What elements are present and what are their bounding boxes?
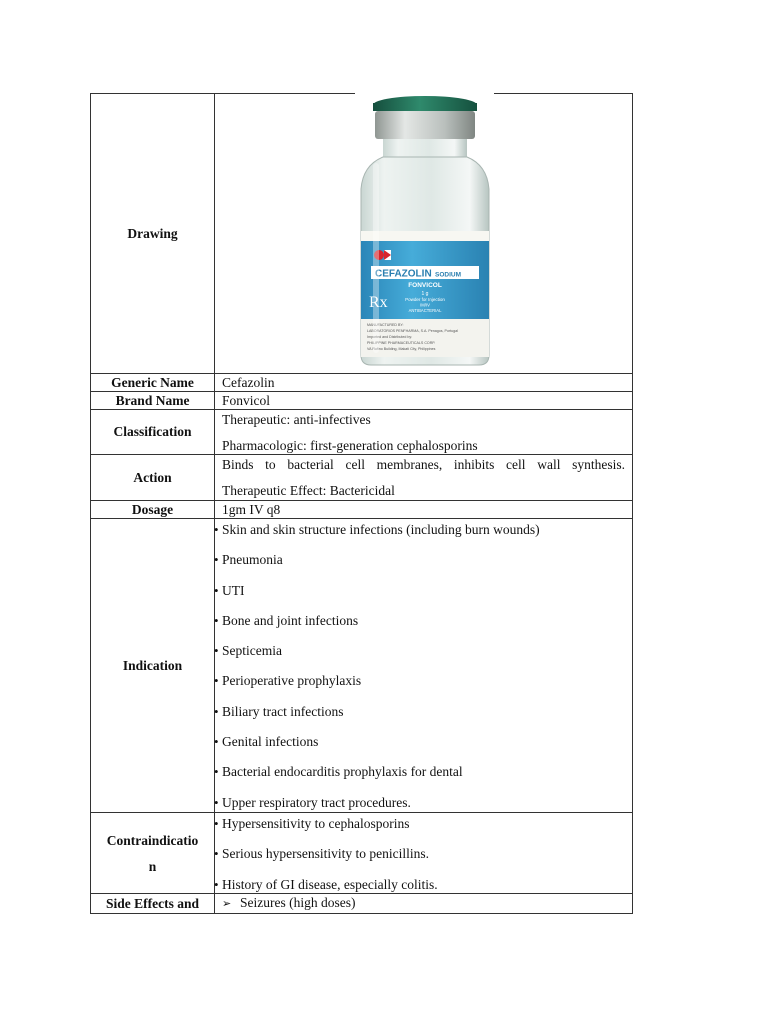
vial-strength: 1 g — [421, 291, 429, 297]
label-brand-name: Brand Name — [91, 392, 215, 410]
indication-item: • Pneumonia — [222, 551, 625, 568]
drug-study-table — [90, 93, 633, 914]
side-effect-item: Seizures (high doses) — [240, 895, 356, 910]
label-indication: Indication — [91, 519, 215, 813]
contraindication-item: • Serious hypersensitivity to penicillins. — [222, 845, 625, 862]
pharmacologic-class: Pharmacologic: first-generation cephalosporins — [222, 437, 478, 453]
indication-item: • Perioperative prophylaxis — [222, 672, 625, 689]
row-drawing — [91, 94, 633, 374]
contraindication-item: • Hypersensitivity to cephalosporins — [222, 815, 625, 832]
indication-item: • Upper respiratory tract procedures. — [222, 794, 625, 811]
row-action — [91, 455, 633, 501]
label-classification: Classification — [91, 410, 215, 455]
indication-item: • Bone and joint infections — [222, 612, 625, 629]
vial-manufacturer-line: LABORATORIOS PENFHARMA, S.A. Penagos, Portugal — [367, 329, 458, 333]
contraindication-label-line1: Contraindicatio — [106, 832, 199, 848]
vial-name-suffix: SODIUM — [435, 271, 461, 279]
row-contraindication — [91, 813, 633, 894]
row-brand-name — [91, 392, 633, 410]
vial-image — [355, 93, 494, 373]
contraindication-list — [222, 815, 625, 893]
value-dosage: 1gm IV q8 — [215, 501, 633, 519]
label-dosage: Dosage — [91, 501, 215, 519]
label-contraindication — [91, 813, 215, 894]
therapeutic-class: Therapeutic: anti-infectives — [222, 411, 371, 427]
vial-form: Powder for Injection — [405, 297, 445, 302]
row-indication — [91, 519, 633, 813]
vial-name: CEFAZOLIN — [375, 268, 432, 280]
indication-item: • UTI — [222, 582, 625, 599]
vial-manufacturer-line: VA Rufino Building, Makati City, Philippines — [367, 347, 436, 351]
value-contraindication — [215, 813, 633, 894]
cefazolin-vial-illustration — [355, 93, 494, 373]
rx-symbol: Rx — [369, 294, 388, 311]
label-drawing: Drawing — [91, 94, 215, 374]
row-dosage — [91, 501, 633, 519]
drawing-cell — [215, 94, 633, 374]
action-mechanism: Binds to bacterial cell membranes, inhibits cell wall synthesis. — [222, 457, 625, 472]
indication-item: • Septicemia — [222, 642, 625, 659]
vial-manufacturer-line: PHILIPPINE PHARMACEUTICALS CORP. — [367, 341, 436, 345]
vial-route: IM/IV — [420, 302, 430, 308]
label-side-effects: Side Effects and — [91, 894, 215, 914]
indication-item: • Biliary tract infections — [222, 703, 625, 720]
vial-manufacturer-line: Imported and Distributed by: — [367, 335, 413, 339]
label-generic-name: Generic Name — [91, 374, 215, 392]
indication-list — [222, 521, 625, 811]
vial-category: ANTIBACTERIAL — [408, 308, 442, 313]
row-generic-name — [91, 374, 633, 392]
action-effect: Therapeutic Effect: Bactericidal — [222, 483, 395, 498]
row-side-effects — [91, 894, 633, 914]
label-action: Action — [91, 455, 215, 501]
value-classification — [215, 410, 633, 455]
vial-manufacturer-line: MANUFACTURED BY: — [367, 323, 404, 327]
indication-item: • Genital infections — [222, 733, 625, 750]
value-side-effects — [215, 894, 633, 914]
value-brand-name: Fonvicol — [215, 392, 633, 410]
indication-item: • Bacterial endocarditis prophylaxis for dental — [222, 763, 625, 780]
value-action — [215, 455, 633, 501]
indication-item: • Skin and skin structure infections (including burn wounds) — [222, 521, 625, 538]
row-classification — [91, 410, 633, 455]
contraindication-item: • History of GI disease, especially colitis. — [222, 876, 625, 893]
contraindication-label-line2: n — [148, 858, 157, 874]
value-generic-name: Cefazolin — [215, 374, 633, 392]
arrow-bullet-icon: ➢ — [222, 898, 232, 910]
vial-brand: FONVICOL — [408, 282, 442, 289]
vial-crimp — [375, 111, 475, 139]
value-indication — [215, 519, 633, 813]
